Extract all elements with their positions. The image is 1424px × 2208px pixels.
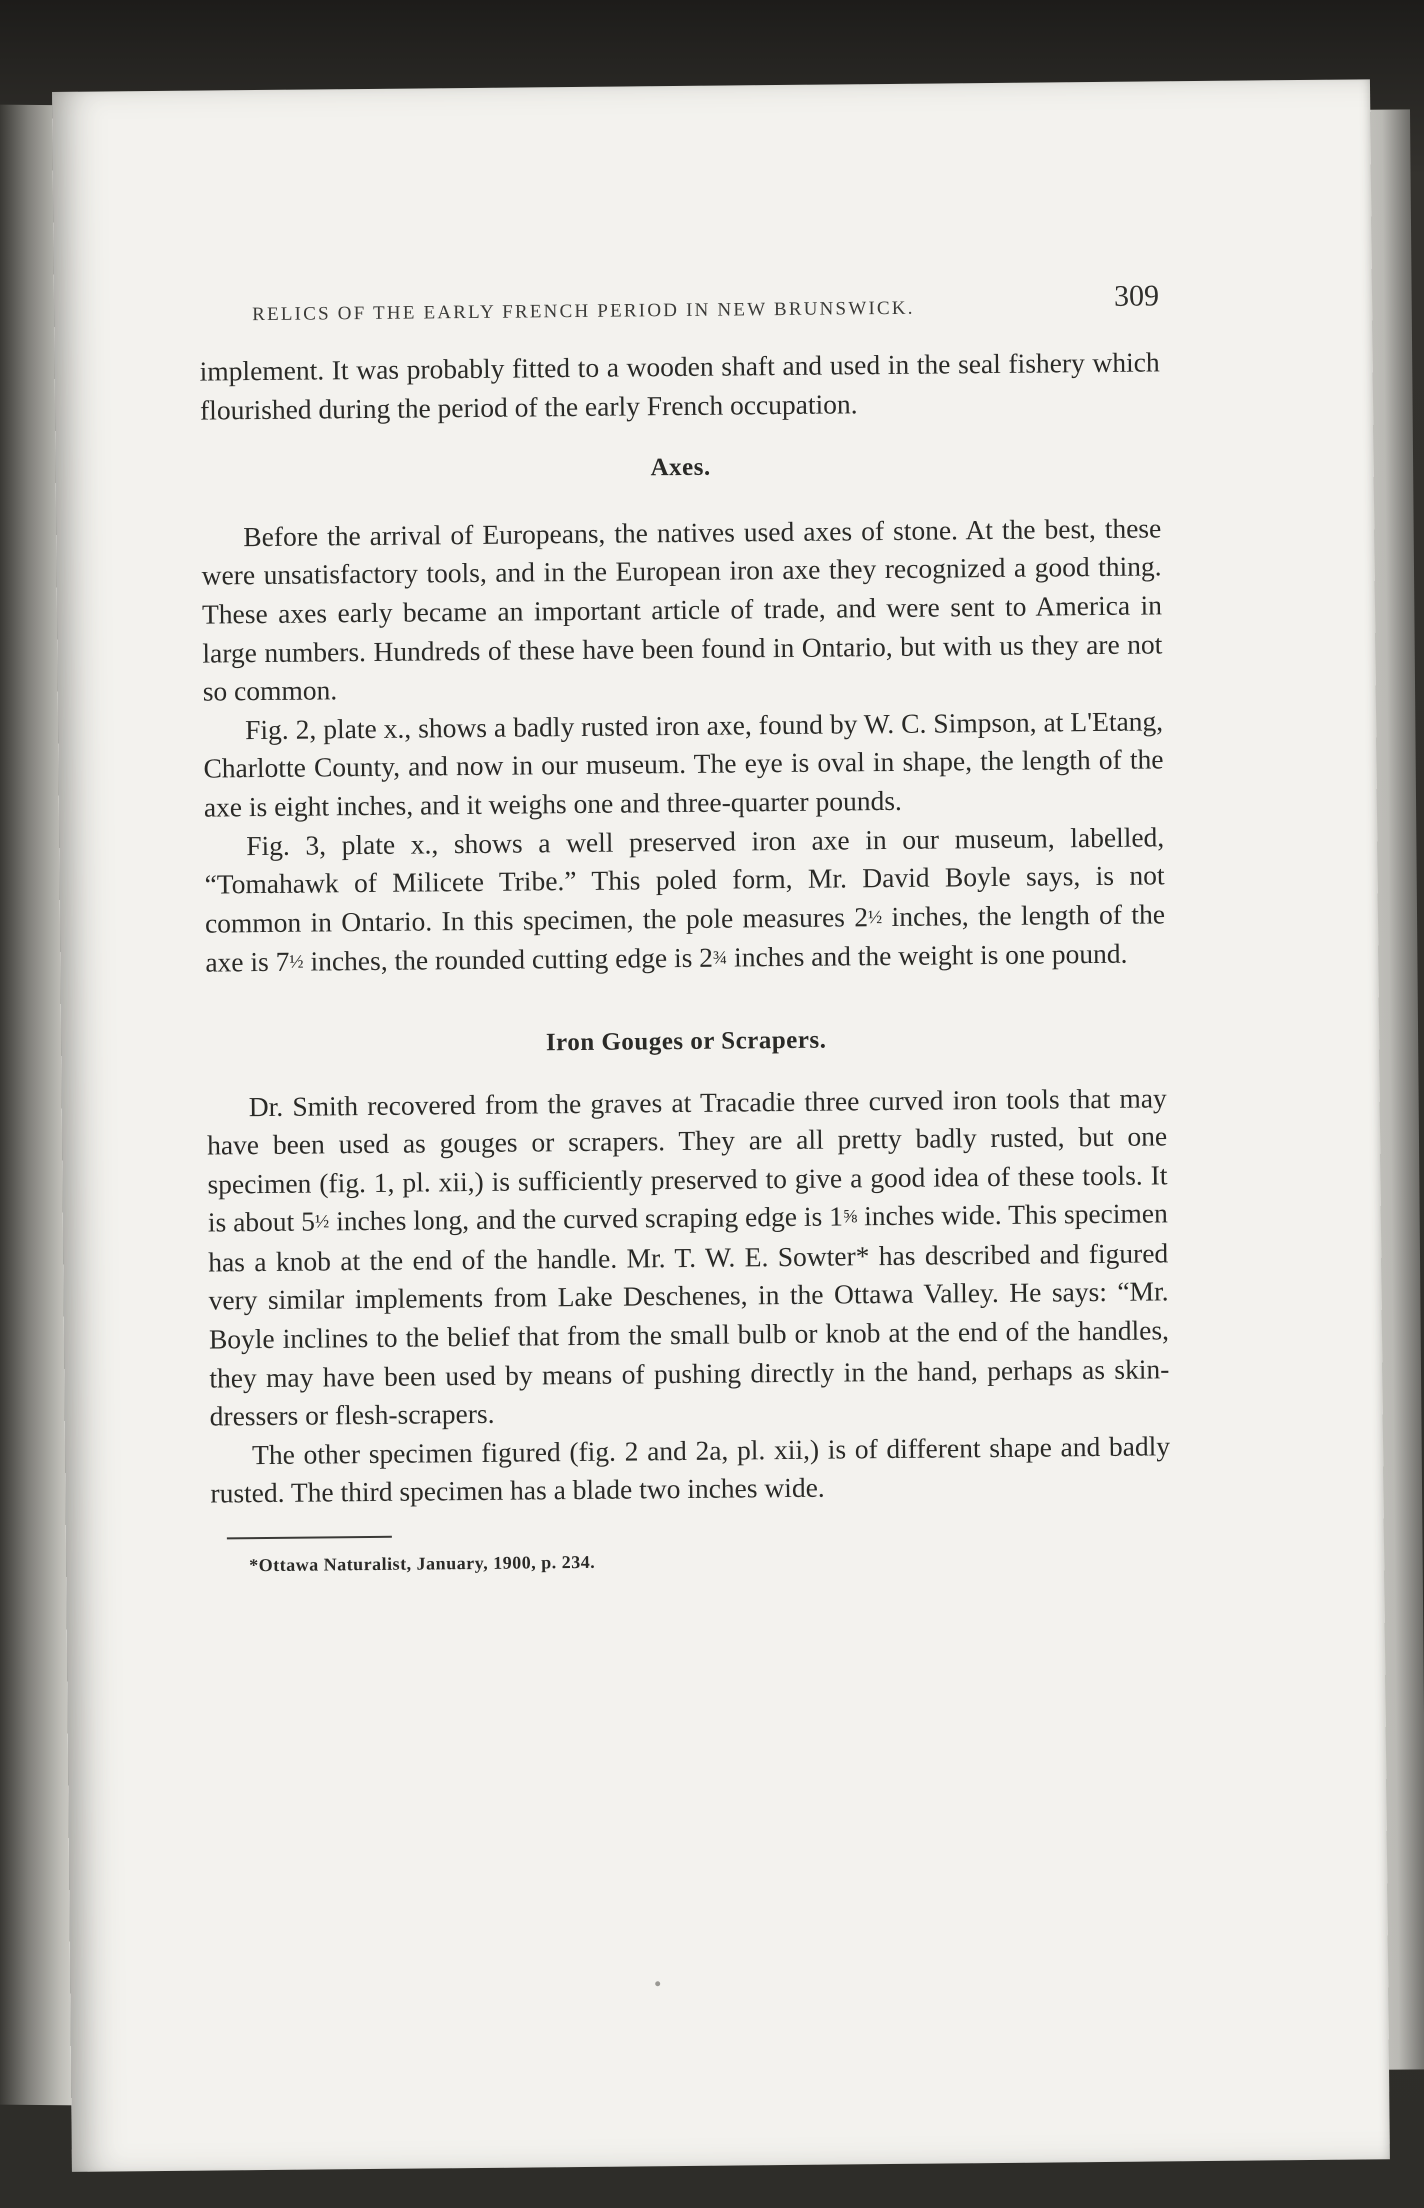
fraction-half-a: ½ xyxy=(867,906,883,928)
gouges-paragraph-1 xyxy=(207,1079,1170,1437)
gouges-text-b: inches long, and the curved scraping edge is 1 xyxy=(329,1200,844,1237)
gouges-text-a: Dr. Smith recovered from the graves at Tracadie three curved iron tools that may have been used as gouges or scrapers. They are all pretty badly rusted, but one specimen (fig. 1, pl. xii,) is sufficiently preserved to give a good idea of these tools. It is about 5 xyxy=(206,1081,1168,1238)
fraction-three-quarters: ¾ xyxy=(712,947,728,970)
axes-paragraph-2: Fig. 2, plate x., shows a badly rusted iron axe, found by W. C. Simpson, at L'Etang, Charlotte County, and now in our museum. The eye is oval in shape, the length of the axe is eight inches, and it weighs one and three-quarter pounds. xyxy=(203,705,1164,823)
footnote: *Ottawa Naturalist, January, 1900, p. 234. xyxy=(249,1551,596,1576)
fraction-half-c: ½ xyxy=(314,1211,330,1233)
fig3-text-a: Fig. 3, plate x., shows a well preserved iron axe in our museum, labelled, “Tomahawk of Milicete Tribe.” This poled form, Mr. David Boyle says, is not common in Ontario. In this specimen, the pole measures 2 xyxy=(204,820,1165,939)
footnote-rule xyxy=(227,1536,392,1540)
page-number: 309 xyxy=(1113,279,1160,313)
fig3-text-b: inches, the length of the axe is 7 xyxy=(205,898,1166,978)
gouges-paragraph-2: The other specimen figured (fig. 2 and 2a, pl. xii,) is of different shape and badly rusted. The third specimen has a blade two inches wide. xyxy=(210,1430,1171,1509)
body-text xyxy=(200,343,1172,1577)
fraction-half-b: ½ xyxy=(289,951,304,974)
gouges-text-c: inches wide. This specimen has a knob at the end of the handle. Mr. T. W. E. Sowter* has described and figured very similar implements from Lake Deschenes, in the Ottawa Valley. He says: “Mr. Boyle inclines to the belief that from the small bulb or knob at the end of the handles, they may have been used by means of pushing directly in the hand, perhaps as skin-dressers or flesh-scrapers. xyxy=(208,1197,1170,1432)
fraction-five-eighths: ⅝ xyxy=(842,1206,858,1228)
fig3-text-d: inches and the weight is one pound. xyxy=(727,938,1128,973)
axes-paragraph-1: Before the arrival of Europeans, the natives used axes of stone. At the best, these were unsatisfactory tools, and in the European iron axe they recognized a good thing. These axes early became an important article of trade, and were sent to America in large numbers. Hundreds of these have been found in Ontario, but with us they are not so common. xyxy=(201,512,1163,707)
paper-speck xyxy=(655,1981,660,1986)
opening-paragraph: implement. It was probably fitted to a wooden shaft and used in the seal fishery which flourished during the period of the early French occupation. xyxy=(199,346,1160,426)
axes-paragraph-3 xyxy=(204,818,1165,984)
gouges-heading: Iron Gouges or Scrapers. xyxy=(545,1026,827,1057)
running-head: RELICS OF THE EARLY FRENCH PERIOD IN NEW BRUNSWICK. xyxy=(252,297,915,326)
fig3-text-c: inches, the rounded cutting edge is 2 xyxy=(303,942,714,977)
axes-heading: Axes. xyxy=(650,453,711,482)
book-page xyxy=(52,79,1390,2172)
